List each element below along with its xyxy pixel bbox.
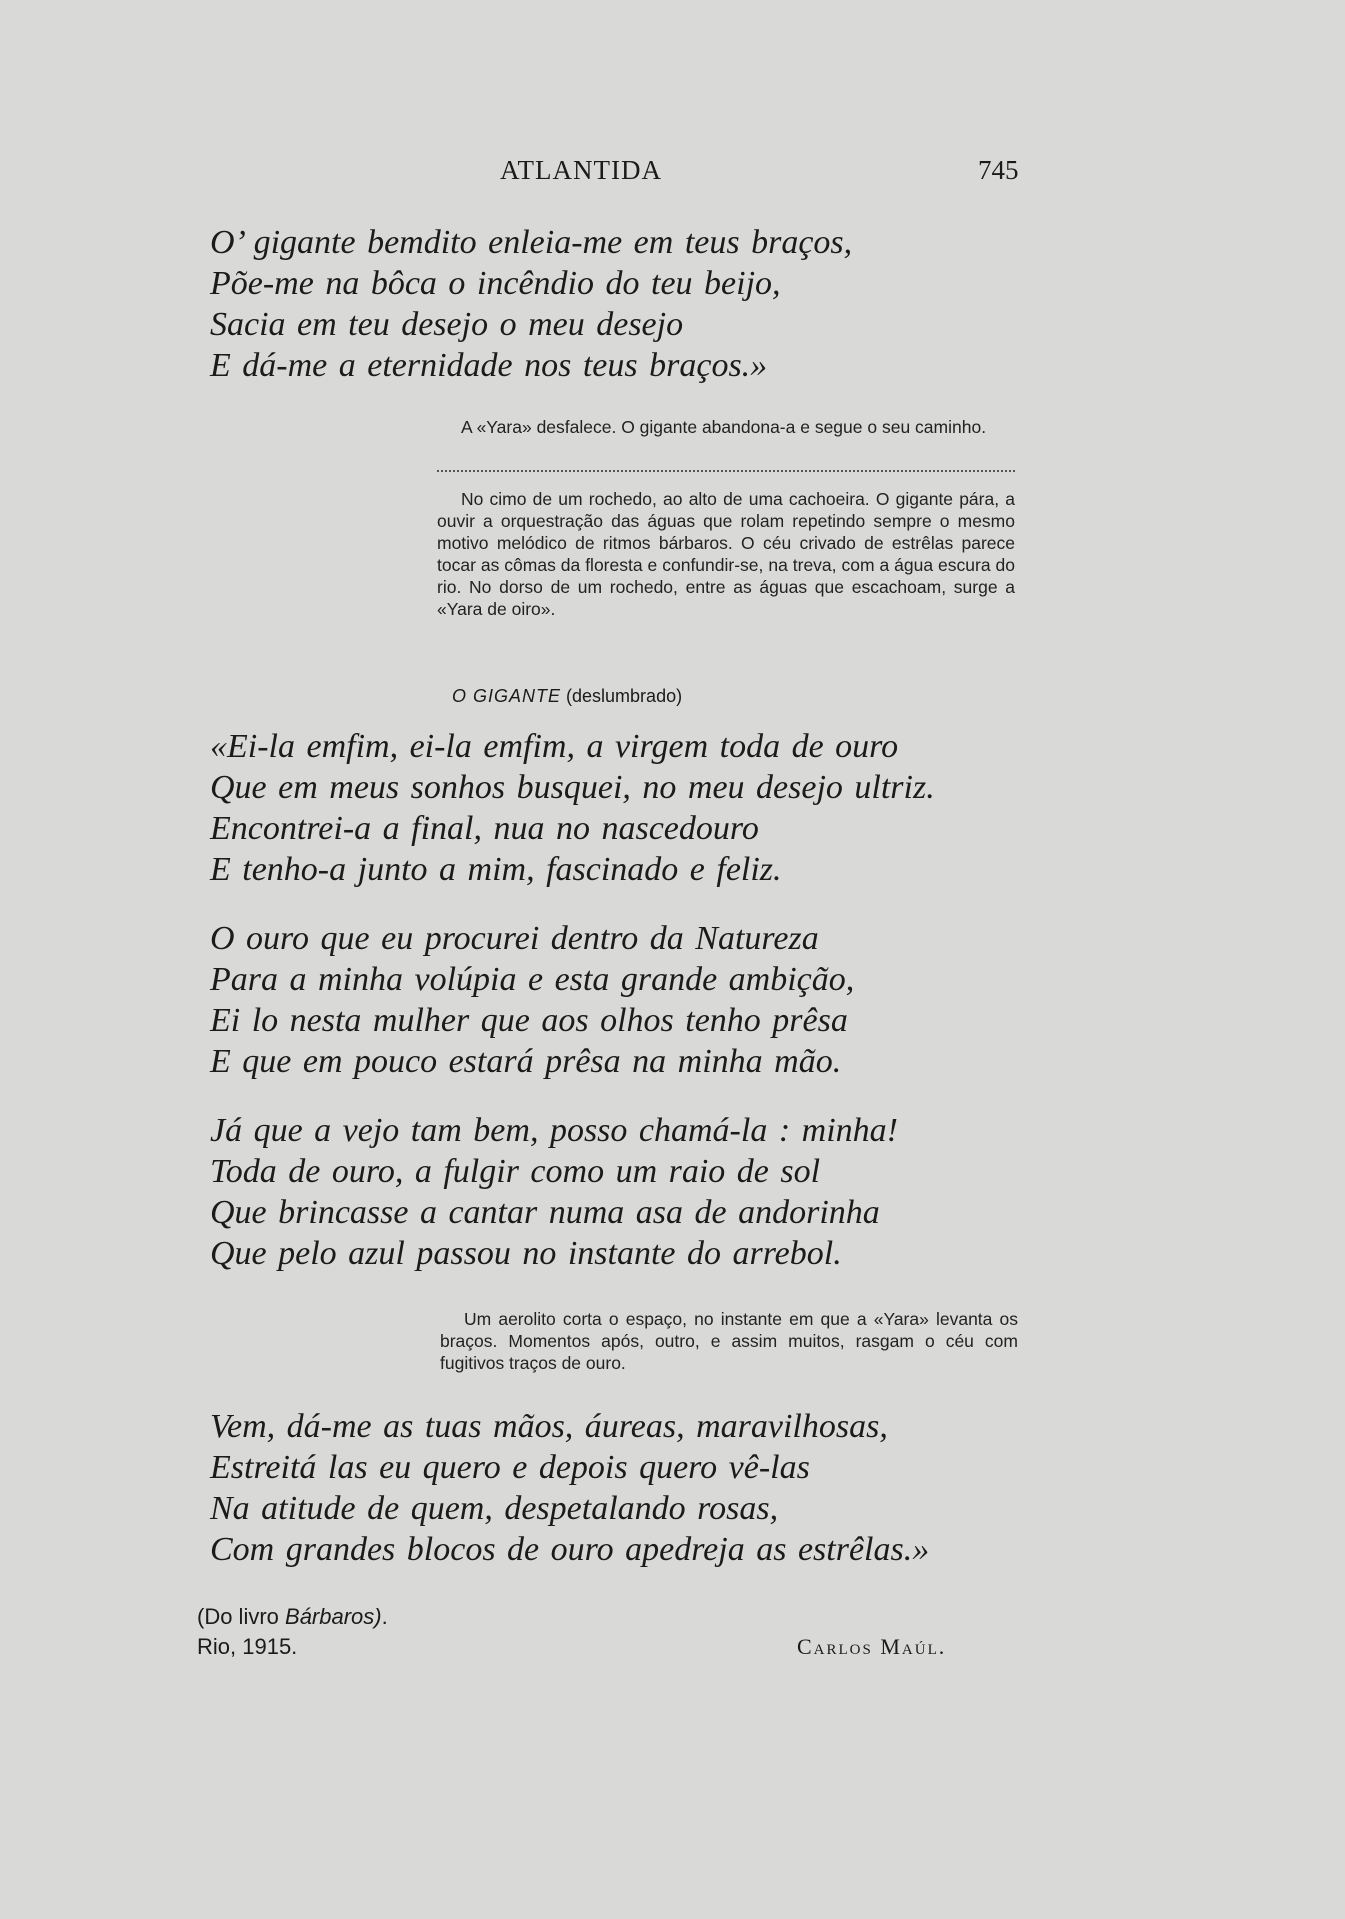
page-number: 745 [978,155,1019,185]
stanza-2 [210,726,935,890]
stage-direction-2 [437,488,1015,620]
stanza-4 [210,1110,898,1274]
verse-line: Que pelo azul passou no instante do arrebol. [210,1235,842,1272]
verse-line: E tenho-a junto a mim, fascinado e feliz. [210,851,782,888]
verse-line: Que em meus sonhos busquei, no meu desejo ultriz. [210,769,935,806]
stage-direction-text: No cimo de um rochedo, ao alto de uma cachoeira. O gigante pára, a ouvir a orquestração das águas que rolam repetindo sempre o mesmo motivo melódico de ritmos bárbaros. O céu crivado de estrêlas parece tocar as cômas da floresta e confundir-se, na treva, com a água escura do rio. No dorso de um rochedo, entre as águas que escachoam, surge a «Yara de oiro». [437,489,1015,619]
place-date: Rio, 1915. [197,1634,298,1659]
speaker-name: O GIGANTE [452,686,562,706]
speaker-heading [452,686,682,707]
verse-line: Na atitude de quem, despetalando rosas, [210,1490,779,1527]
verse-line: Já que a vejo tam bem, posso chamá-la : minha! [210,1112,898,1149]
author-signature: Carlos Maúl. [797,1634,947,1659]
running-header [0,155,1345,195]
verse-line: Vem, dá-me as tuas mãos, áureas, maravilhosas, [210,1408,888,1445]
stanza-3 [210,918,854,1082]
verse-line: E dá-me a eternidade nos teus braços.» [210,347,768,384]
stanza-1 [210,222,852,386]
verse-line: Toda de ouro, a fulgir como um raio de sol [210,1153,821,1190]
stage-direction-1 [437,416,1015,438]
verse-line: Põe-me na bôca o incêndio do teu beijo, [210,265,781,302]
verse-line: O ouro que eu procurei dentro da Natureza [210,920,819,957]
verse-line: Sacia em teu desejo o meu desejo [210,306,684,343]
verse-line: Encontrei-a a final, nua no nascedouro [210,810,759,847]
verse-line: Ei lo nesta mulher que aos olhos tenho prêsa [210,1002,848,1039]
stage-direction-text: A «Yara» desfalece. O gigante abandona-a e segue o seu caminho. [461,417,987,437]
verse-line: Que brincasse a cantar numa asa de andorinha [210,1194,880,1231]
source-suffix: . [381,1604,388,1629]
speaker-direction: (deslumbrado) [566,686,683,706]
stage-direction-3 [440,1308,1018,1374]
stanza-5 [210,1406,929,1570]
verse-line: E que em pouco estará prêsa na minha mão. [210,1043,842,1080]
source-book-title: Bárbaros) [285,1604,382,1629]
stage-direction-text: Um aerolito corta o espaço, no instante em que a «Yara» levanta os braços. Momentos após, outro, e assim muitos, rasgam o céu com fugitivos traços de ouro. [440,1309,1018,1373]
dotted-separator [437,470,1015,472]
source-note [197,1602,388,1632]
verse-line: Com grandes blocos de ouro apedreja as estrêlas.» [210,1531,930,1568]
source-prefix: (Do livro [197,1604,286,1629]
running-title: ATLANTIDA [500,155,662,185]
verse-line: Para a minha volúpia e esta grande ambição, [210,961,855,998]
verse-line: «Ei-la emfim, ei-la emfim, a virgem toda de ouro [210,728,899,765]
verse-line: Estreitá las eu quero e depois quero vê-las [210,1449,810,1486]
verse-line: O’ gigante bemdito enleia-me em teus braços, [210,224,853,261]
